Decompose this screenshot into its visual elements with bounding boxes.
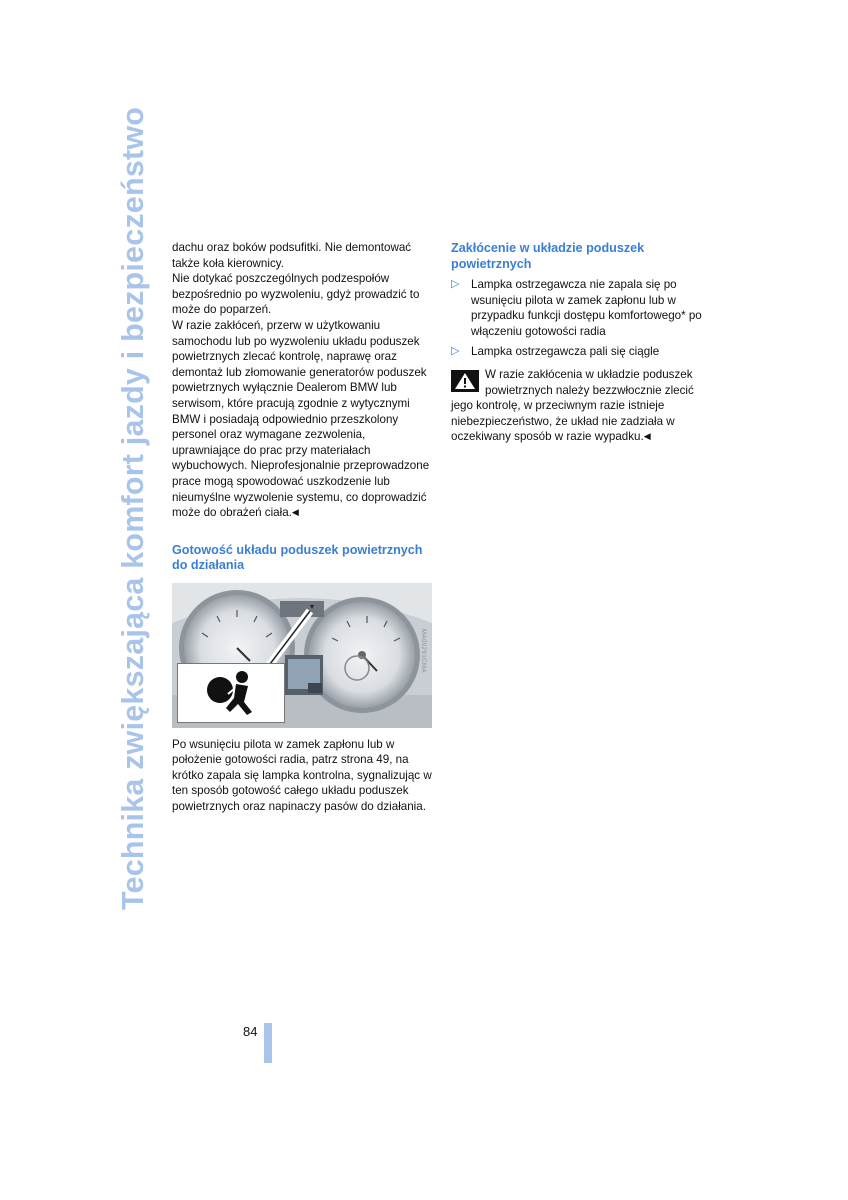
side-chapter-title: Technika zwiększająca komfort jazdy i bezpieczeństwo — [116, 106, 150, 910]
warning-note — [451, 367, 713, 445]
paragraph: dachu oraz boków podsufitki. Nie demontować także koła kierownicy. — [172, 241, 412, 270]
section-heading: Gotowość układu poduszek powietrznych do działania — [172, 542, 423, 573]
end-mark-icon: ◀ — [643, 431, 651, 442]
airbag-indicator-inset — [177, 663, 285, 723]
instrument-cluster-figure — [172, 583, 432, 728]
paragraph — [172, 318, 432, 521]
bullet-triangle-icon: ▷ — [451, 345, 460, 358]
end-mark-icon: ◀ — [291, 507, 299, 518]
bullet-triangle-icon: ▷ — [451, 278, 460, 290]
figure-code: MA00291CMA — [420, 628, 426, 673]
figure-caption: Po wsunięciu pilota w zamek zapłonu lub w położenie gotowości radia, patrz strona 49, na krótko zapala się lampka kontrolna, sygnalizując w ten sposób gotowość całego układu poduszek powietrznych oraz napinaczy pasów do działania. — [172, 737, 432, 814]
page-marker-bar — [264, 1023, 272, 1063]
paragraph: Nie dotykać poszczególnych podzespołów bezpośrednio po wyzwoleniu, gdyż prowadzić to może do poparzeń. — [172, 272, 420, 317]
paragraph-text: W razie zakłóceń, przerw w użytkowaniu samochodu lub po wyzwoleniu układu poduszek powietrznych zlecać kontrolę, naprawę oraz demontaż lub złomowanie generatorów poduszek powietrznych wyłącznie Dealerom BMW lub serwisom, które pracują zgodnie z wytycznymi BMW i posiadają odpowiednio przeszkolony personel oraz wymagane zezwolenia, uprawniające do prac przy materiałach wybuchowych. Nieprofesjonalnie przeprowadzone prace mogą spowodować uszkodzenie lub nieumyślne wyzwolenie systemu, co doprowadzić może do obrażeń ciała. — [172, 318, 430, 520]
section-heading: Zakłócenie w układzie poduszek powietrznych — [451, 241, 645, 271]
page-number: 84 — [243, 1024, 258, 1039]
left-column — [172, 240, 432, 815]
warning-triangle-icon — [451, 370, 479, 392]
list-item — [451, 277, 713, 339]
airbag-icon — [178, 664, 284, 722]
list-item-text: Lampka ostrzegawcza pali się ciągle — [471, 345, 660, 359]
right-column — [451, 241, 713, 445]
warning-text: W razie zakłócenia w układzie poduszek powietrznych należy bezzwłocznie zlecić jego kontrolę, w przeciwnym razie istnieje niebezpieczeństwo, że układ nie zadziała w oczekiwany sposób w razie wypadku. — [451, 367, 694, 444]
list-item — [451, 344, 713, 360]
list-item-text: Lampka ostrzegawcza nie zapala się po wsunięciu pilota w zamek zapłonu lub w przypadku funkcji dostępu komfortowego* po włączeniu gotowości radia — [471, 278, 702, 338]
